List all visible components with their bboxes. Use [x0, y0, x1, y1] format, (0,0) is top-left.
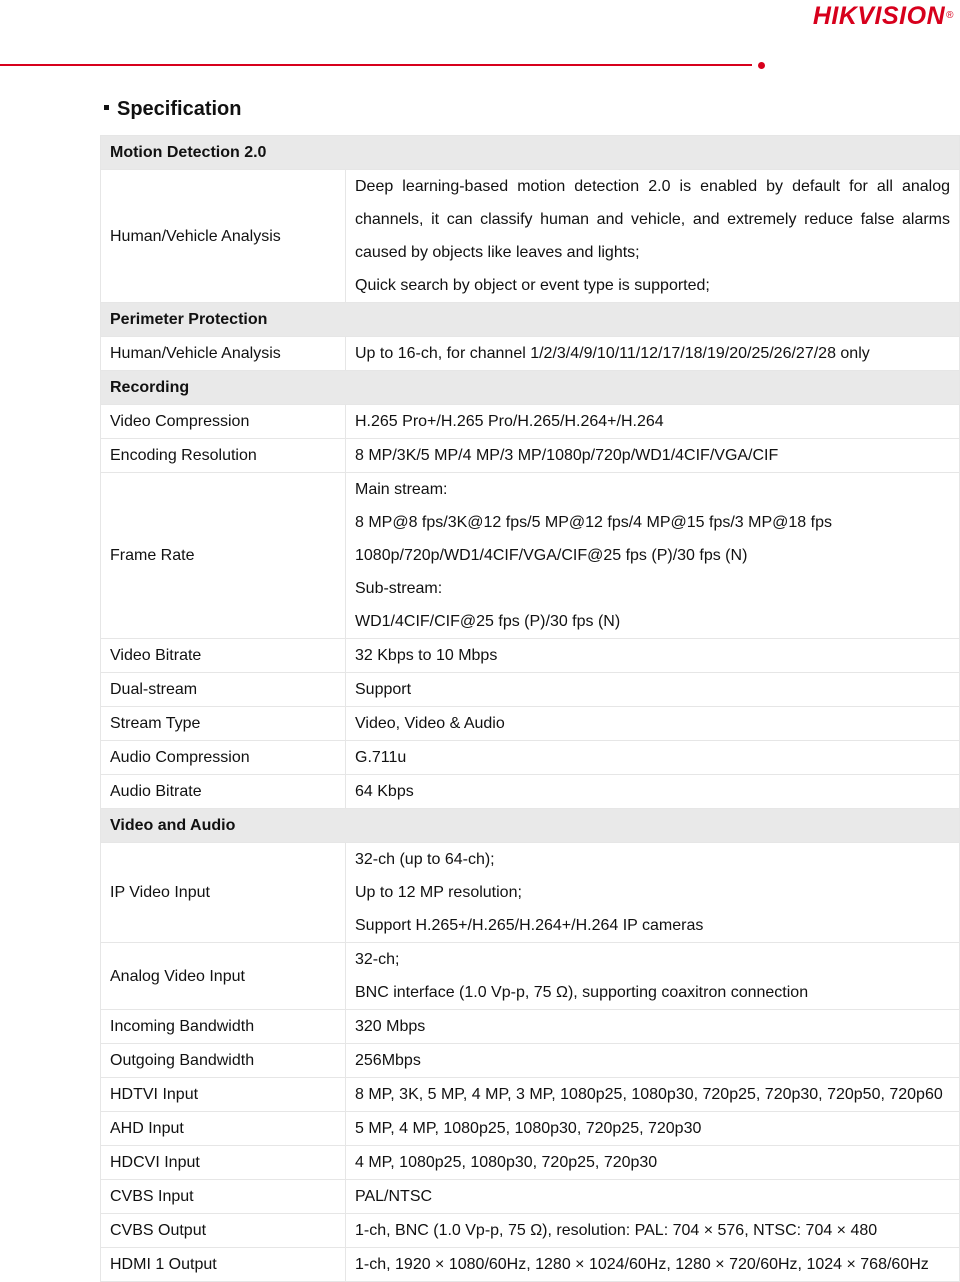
- spec-row: [101, 473, 960, 639]
- spec-value-line: 256Mbps: [355, 1052, 421, 1069]
- spec-row: [101, 943, 960, 1010]
- spec-label: HDMI 1 Output: [101, 1248, 346, 1282]
- spec-label: Video Bitrate: [101, 639, 346, 673]
- spec-value-line: WD1/4CIF/CIF@25 fps (P)/30 fps (N): [355, 613, 621, 630]
- spec-label: Frame Rate: [101, 473, 346, 639]
- spec-row: [101, 639, 960, 673]
- spec-value-line: 5 MP, 4 MP, 1080p25, 1080p30, 720p25, 720p30: [355, 1120, 702, 1137]
- spec-label: Audio Bitrate: [101, 775, 346, 809]
- spec-row: [101, 405, 960, 439]
- category-row: [101, 136, 960, 170]
- spec-value-line: 32-ch;: [355, 951, 400, 968]
- spec-row: [101, 707, 960, 741]
- spec-value: [346, 405, 960, 439]
- spec-label: Incoming Bandwidth: [101, 1010, 346, 1044]
- spec-row: [101, 843, 960, 943]
- spec-label: Encoding Resolution: [101, 439, 346, 473]
- spec-value: [346, 707, 960, 741]
- spec-value: [346, 1078, 960, 1112]
- spec-value: [346, 673, 960, 707]
- spec-value-line: 1080p/720p/WD1/4CIF/VGA/CIF@25 fps (P)/30 fps (N): [355, 547, 748, 564]
- spec-label: Human/Vehicle Analysis: [101, 337, 346, 371]
- spec-row: [101, 1044, 960, 1078]
- spec-value-line: G.711u: [355, 749, 407, 766]
- category-row: [101, 303, 960, 337]
- spec-value-line: H.265 Pro+/H.265 Pro/H.265/H.264+/H.264: [355, 413, 664, 430]
- spec-row: [101, 673, 960, 707]
- spec-value-line: BNC interface (1.0 Vp-p, 75 Ω), supporting coaxitron connection: [355, 984, 809, 1001]
- section-title: [104, 94, 241, 124]
- spec-value-line: Up to 16-ch, for channel 1/2/3/4/9/10/11/12/17/18/19/20/25/26/27/28 only: [355, 345, 870, 362]
- spec-row: [101, 1180, 960, 1214]
- logo-text: HIKVISION: [812, 2, 946, 30]
- spec-row: [101, 1078, 960, 1112]
- category-heading: Recording: [101, 371, 960, 405]
- spec-row: [101, 1112, 960, 1146]
- spec-value: [346, 170, 960, 303]
- spec-value-line: Main stream:: [355, 481, 448, 498]
- spec-value: [346, 1248, 960, 1282]
- spec-value-line: 320 Mbps: [355, 1018, 426, 1035]
- square-bullet-icon: [104, 105, 109, 110]
- spec-row: [101, 741, 960, 775]
- spec-row: [101, 337, 960, 371]
- spec-value: [346, 1112, 960, 1146]
- spec-value: [346, 1010, 960, 1044]
- spec-value: [346, 1214, 960, 1248]
- spec-value-line: 1-ch, BNC (1.0 Vp-p, 75 Ω), resolution: PAL: 704 × 576, NTSC: 704 × 480: [355, 1222, 878, 1239]
- category-row: [101, 809, 960, 843]
- spec-row: [101, 1248, 960, 1282]
- spec-value-line: 1-ch, 1920 × 1080/60Hz, 1280 × 1024/60Hz, 1280 × 720/60Hz, 1024 × 768/60Hz: [355, 1256, 929, 1273]
- spec-row: [101, 1146, 960, 1180]
- spec-row: [101, 1010, 960, 1044]
- header-red-rule: [0, 64, 752, 66]
- spec-value: [346, 1044, 960, 1078]
- spec-label: AHD Input: [101, 1112, 346, 1146]
- spec-value-line: 8 MP, 3K, 5 MP, 4 MP, 3 MP, 1080p25, 1080p30, 720p25, 720p30, 720p50, 720p60: [355, 1086, 943, 1103]
- specification-table: [100, 135, 960, 1282]
- spec-value-line: 32 Kbps to 10 Mbps: [355, 647, 498, 664]
- spec-value: [346, 943, 960, 1010]
- spec-value-line: Sub-stream:: [355, 580, 443, 597]
- spec-row: [101, 775, 960, 809]
- spec-value-line: Up to 12 MP resolution;: [355, 884, 522, 901]
- category-heading: Video and Audio: [101, 809, 960, 843]
- spec-value: [346, 439, 960, 473]
- header-red-dot: [758, 62, 765, 69]
- spec-label: Outgoing Bandwidth: [101, 1044, 346, 1078]
- category-heading: Motion Detection 2.0: [101, 136, 960, 170]
- spec-value-line: 8 MP/3K/5 MP/4 MP/3 MP/1080p/720p/WD1/4CIF/VGA/CIF: [355, 447, 779, 464]
- hikvision-logo: [813, 2, 954, 30]
- category-heading: Perimeter Protection: [101, 303, 960, 337]
- spec-value-line: Video, Video & Audio: [355, 715, 505, 732]
- spec-label: HDCVI Input: [101, 1146, 346, 1180]
- spec-value: [346, 843, 960, 943]
- spec-value: [346, 473, 960, 639]
- spec-value-line: 64 Kbps: [355, 783, 414, 800]
- spec-value-line: 4 MP, 1080p25, 1080p30, 720p25, 720p30: [355, 1154, 658, 1171]
- spec-label: CVBS Input: [101, 1180, 346, 1214]
- spec-value: [346, 1180, 960, 1214]
- spec-label: Dual-stream: [101, 673, 346, 707]
- spec-value-line: Deep learning-based motion detection 2.0 is enabled by default for all analog channels, it can classify human and vehicle, and extremely reduce false alarms caused by objects like leaves and lights;: [355, 178, 950, 261]
- spec-value-line: Quick search by object or event type is supported;: [355, 277, 710, 294]
- spec-value: [346, 337, 960, 371]
- spec-label: Human/Vehicle Analysis: [101, 170, 346, 303]
- section-title-text: Specification: [117, 98, 242, 120]
- spec-value: [346, 1146, 960, 1180]
- spec-label: CVBS Output: [101, 1214, 346, 1248]
- logo-registered-mark: ®: [946, 10, 954, 21]
- spec-value: [346, 741, 960, 775]
- spec-label: Analog Video Input: [101, 943, 346, 1010]
- spec-row: [101, 170, 960, 303]
- spec-value-line: Support H.265+/H.265/H.264+/H.264 IP cameras: [355, 917, 704, 934]
- spec-value: [346, 775, 960, 809]
- spec-row: [101, 1214, 960, 1248]
- category-row: [101, 371, 960, 405]
- spec-value: [346, 639, 960, 673]
- spec-label: Audio Compression: [101, 741, 346, 775]
- spec-row: [101, 439, 960, 473]
- spec-value-line: 8 MP@8 fps/3K@12 fps/5 MP@12 fps/4 MP@15 fps/3 MP@18 fps: [355, 514, 832, 531]
- spec-label: HDTVI Input: [101, 1078, 346, 1112]
- spec-label: IP Video Input: [101, 843, 346, 943]
- spec-label: Video Compression: [101, 405, 346, 439]
- spec-value-line: Support: [355, 681, 412, 698]
- spec-value-line: PAL/NTSC: [355, 1188, 433, 1205]
- spec-label: Stream Type: [101, 707, 346, 741]
- spec-value-line: 32-ch (up to 64-ch);: [355, 851, 495, 868]
- specification-table-body: [101, 136, 960, 1282]
